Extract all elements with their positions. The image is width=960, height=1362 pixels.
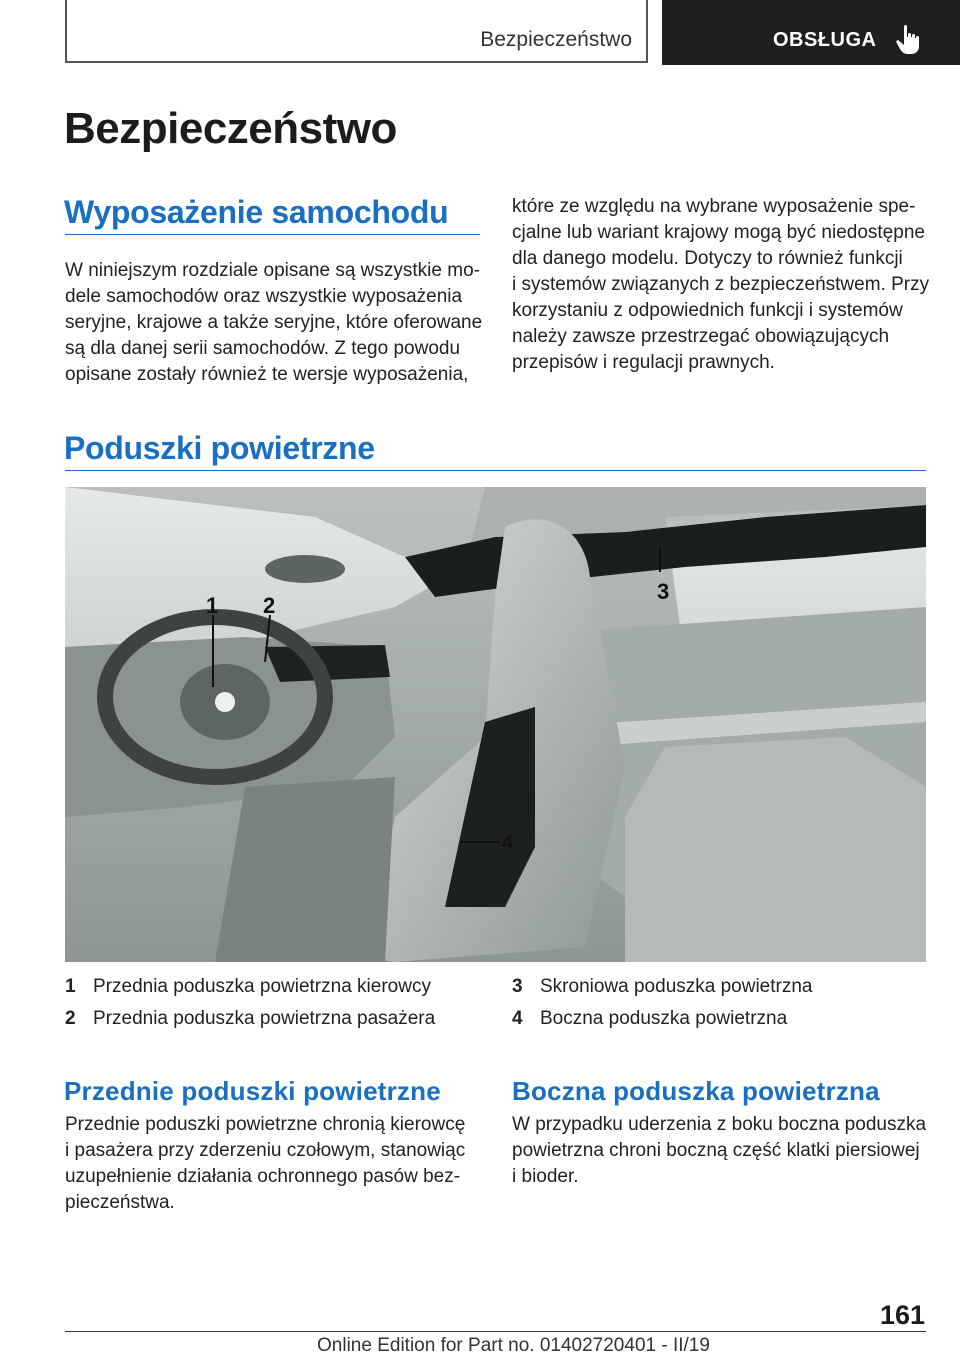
legend-number: 4 [512, 1008, 523, 1029]
legend-number: 2 [65, 1008, 76, 1029]
section-rule [65, 470, 926, 471]
airbag-illustration [65, 487, 926, 962]
legend-number: 3 [512, 976, 523, 997]
header-frame [65, 0, 648, 63]
footer-rule [65, 1331, 926, 1332]
car-interior-image [65, 487, 926, 962]
legend-right [512, 976, 932, 1040]
section-heading-airbags: Poduszki powietrzne [64, 430, 375, 466]
legend-left [65, 976, 485, 1040]
legend-text: Boczna poduszka powietrzna [540, 1008, 788, 1029]
legend-text: Skroniowa poduszka powietrzna [540, 976, 813, 997]
callout-4: 4 [502, 832, 514, 854]
callout-1: 1 [206, 593, 219, 618]
legend-item [65, 976, 485, 1008]
legend-item [65, 1008, 485, 1040]
legend-item [512, 1008, 932, 1040]
page-number: 161 [880, 1300, 926, 1330]
pointing-hand-icon [895, 24, 921, 56]
page-title: Bezpieczeństwo [64, 104, 397, 153]
legend-text: Przednia poduszka powietrzna pasażera [93, 1008, 436, 1029]
callout-2: 2 [263, 593, 276, 618]
legend-item [512, 976, 932, 1008]
front-airbags-paragraph: Przednie poduszki powietrzne chronią kierowcę i pasażera przy zderzeniu czołowym, stanowiąc uzupełnienie działania ochronnego pasów bez- pieczeństwa. [65, 1114, 466, 1213]
side-airbag-paragraph: W przypadku uderzenia z boku boczna poduszka powietrzna chroni boczną część klatki piersiowej i bioder. [512, 1114, 927, 1187]
subheading-side-airbag: Boczna poduszka powietrzna [512, 1076, 880, 1106]
legend-text: Przednia poduszka powietrzna kierowcy [93, 976, 431, 997]
equipment-paragraph-right: które ze względu na wybrane wyposażenie spe- cjalne lub wariant krajowy mogą być niedostępne dla danego modelu. Dotyczy to również funkcji i systemów związanych z bezpieczeństwem. Przy korzystaniu z odpowiednich funkcji i systemów należy zawsze przestrzegać obowiązujących przepisów i regulacji prawnych. [512, 196, 930, 373]
callout-3: 3 [657, 579, 670, 604]
header-section-label: Bezpieczeństwo [480, 28, 632, 51]
legend-number: 1 [65, 976, 76, 997]
equipment-paragraph-left: W niniejszym rozdziale opisane są wszystkie mo- dele samochodów oraz wszystkie wyposażenia seryjne, krajowe a także seryjne, które oferowane są dla danej serii samochodów. Z tego powodu opisane zostały również te wersje wyposażenia, [65, 260, 483, 385]
section-heading-equipment: Wyposażenie samochodu [64, 194, 449, 230]
header-tab-obsluga[interactable] [662, 0, 960, 65]
footer-edition: Online Edition for Part no. 01402720401 - II/19 [317, 1335, 710, 1356]
subheading-front-airbags: Przednie poduszki powietrzne [64, 1076, 441, 1106]
header-tab-label: OBSŁUGA [773, 29, 877, 51]
section-rule [65, 234, 480, 235]
